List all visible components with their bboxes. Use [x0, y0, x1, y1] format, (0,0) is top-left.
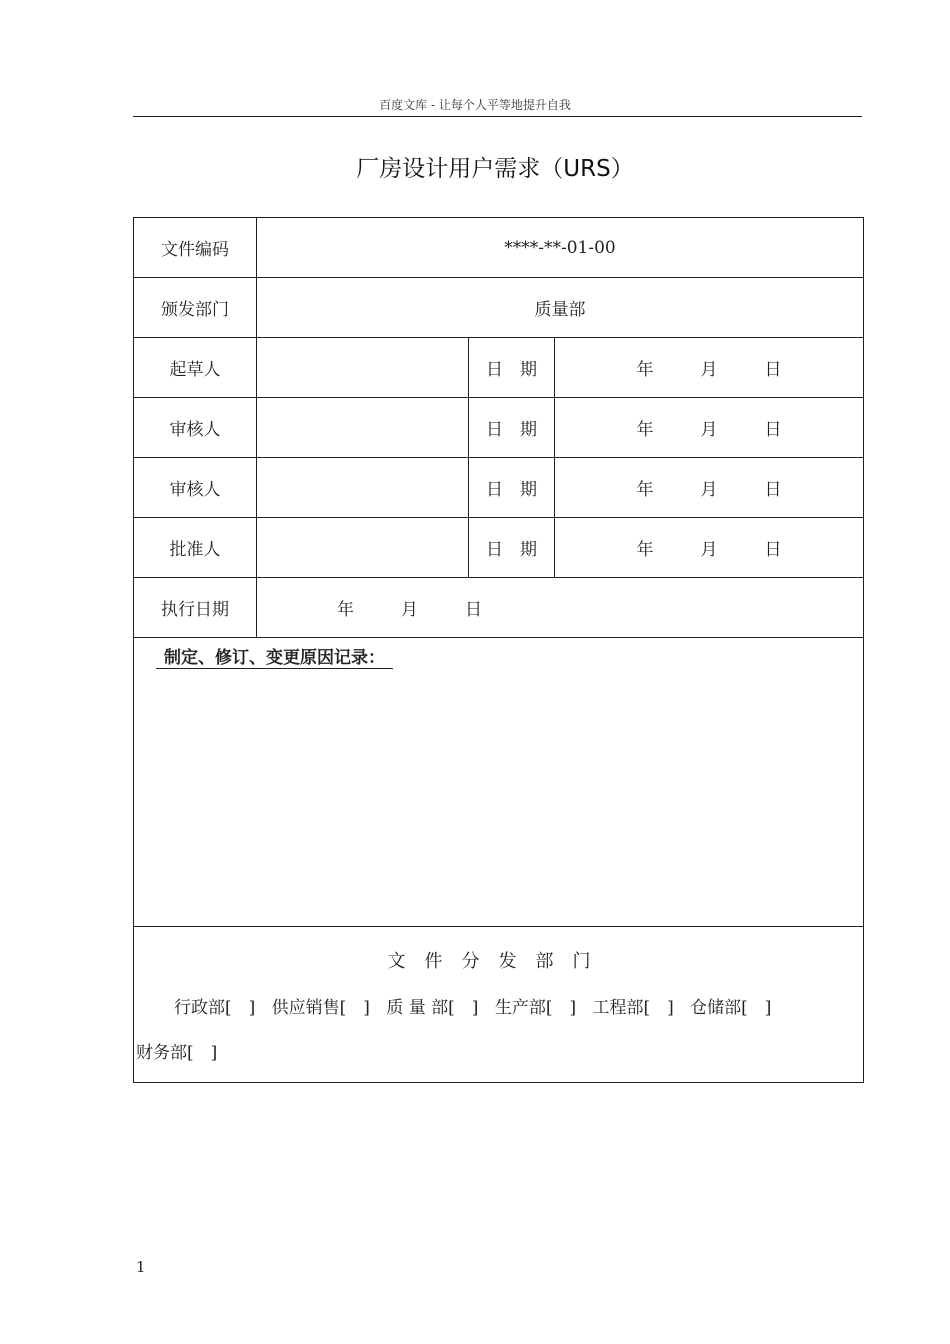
dept-checkbox-supply-sales[interactable]: 供应销售[ ] — [271, 998, 370, 1018]
dept-checkbox-warehouse[interactable]: 仓储部[ ] — [690, 998, 772, 1018]
document-title: 厂房设计用户需求（URS） — [356, 156, 634, 182]
drafter-label: 起草人 — [134, 338, 257, 398]
change-notes-label: 制定、修订、变更原因记录： — [156, 648, 393, 669]
doc-code-label: 文件编码 — [134, 218, 257, 278]
dept-checkbox-admin[interactable]: 行政部[ ] — [174, 998, 256, 1018]
urs-form-table — [133, 217, 864, 1083]
drafter-date-field[interactable] — [555, 338, 864, 398]
approver-date-label: 日 期 — [469, 518, 555, 578]
distribution-title: 文件分发部门 — [387, 951, 610, 972]
reviewer-1-label: 审核人 — [134, 398, 257, 458]
month-text: 月 — [700, 420, 718, 440]
distribution-line-2 — [136, 1038, 863, 1063]
month-text: 月 — [700, 480, 718, 500]
year-text: 年 — [636, 420, 654, 440]
row-change-notes — [134, 638, 864, 927]
issue-dept-value: 质量部 — [257, 278, 864, 338]
row-approver — [134, 518, 864, 578]
day-text: 日 — [764, 540, 782, 560]
row-exec-date — [134, 578, 864, 638]
approver-date-field[interactable] — [555, 518, 864, 578]
drafter-name-field[interactable] — [257, 338, 469, 398]
month-text: 月 — [401, 600, 418, 620]
row-drafter — [134, 338, 864, 398]
year-text: 年 — [636, 540, 654, 560]
day-text: 日 — [764, 420, 782, 440]
dept-checkbox-finance[interactable]: 财务部[ ] — [136, 1043, 218, 1063]
reviewer-1-name-field[interactable] — [257, 398, 469, 458]
dept-checkbox-quality[interactable]: 质 量 部[ ] — [386, 998, 479, 1018]
reviewer-1-date-field[interactable] — [555, 398, 864, 458]
doc-code-value: ****-**-01-00 — [257, 218, 864, 278]
reviewer-2-label: 审核人 — [134, 458, 257, 518]
month-text: 月 — [700, 540, 718, 560]
day-text: 日 — [764, 480, 782, 500]
dept-checkbox-engineering[interactable]: 工程部[ ] — [592, 998, 674, 1018]
row-doc-code — [134, 218, 864, 278]
day-text: 日 — [764, 360, 782, 380]
dept-checkbox-production[interactable]: 生产部[ ] — [494, 998, 577, 1018]
change-notes-area[interactable] — [134, 638, 864, 927]
reviewer-2-name-field[interactable] — [257, 458, 469, 518]
page-header: 百度文库 - 让每个人平等地提升自我 — [379, 98, 571, 112]
header-divider — [133, 116, 862, 117]
reviewer-2-date-field[interactable] — [555, 458, 864, 518]
drafter-date-label: 日 期 — [469, 338, 555, 398]
distribution-section — [134, 927, 864, 1083]
month-text: 月 — [700, 360, 718, 380]
row-distribution — [134, 927, 864, 1083]
row-issue-dept — [134, 278, 864, 338]
row-reviewer-1 — [134, 398, 864, 458]
reviewer-2-date-label: 日 期 — [469, 458, 555, 518]
reviewer-1-date-label: 日 期 — [469, 398, 555, 458]
approver-label: 批准人 — [134, 518, 257, 578]
distribution-line-1 — [174, 993, 863, 1018]
year-text: 年 — [337, 600, 354, 620]
day-text: 日 — [465, 600, 482, 620]
row-reviewer-2 — [134, 458, 864, 518]
issue-dept-label: 颁发部门 — [134, 278, 257, 338]
year-text: 年 — [636, 480, 654, 500]
page-number: 1 — [136, 1258, 146, 1276]
approver-name-field[interactable] — [257, 518, 469, 578]
exec-date-label: 执行日期 — [134, 578, 257, 638]
year-text: 年 — [636, 360, 654, 380]
exec-date-field[interactable] — [257, 578, 864, 638]
